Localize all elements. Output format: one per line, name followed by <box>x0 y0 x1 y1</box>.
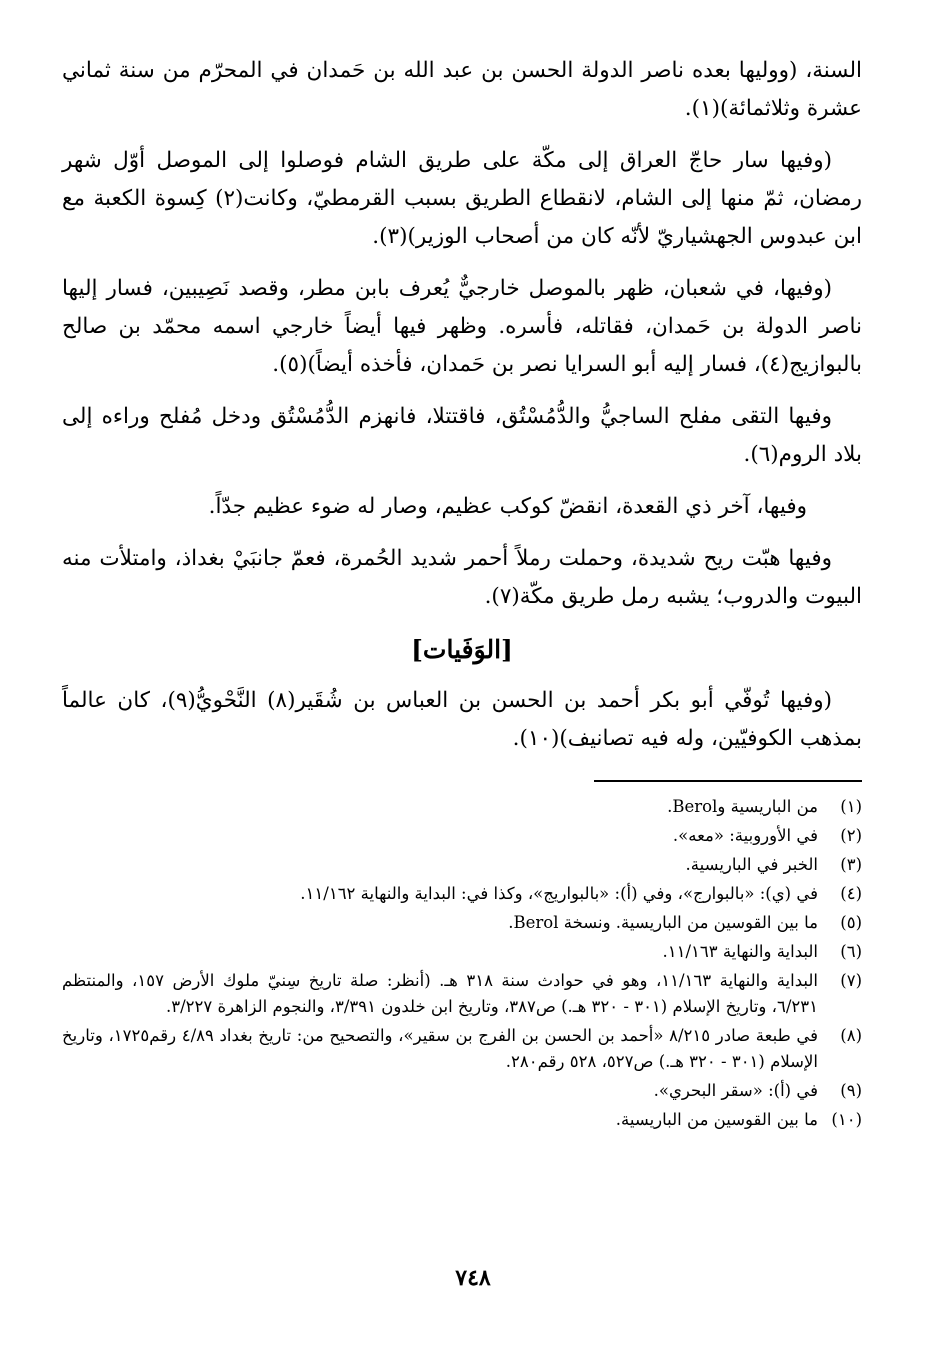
footnote-number: (١) <box>840 797 862 816</box>
footnote-item <box>62 881 862 907</box>
footnote-item <box>62 939 862 965</box>
paragraph-3: (وفيها، في شعبان، ظهر بالموصل خارجيٌّ يُعرف بابن مطر، وقصد نَصِيبين، فسار إليها ناصر الدولة بن حَمدان، فقاتله، فأسره. وظهر فيها أيضاً خارجي اسمه محمّد بن صالح بالبوازيج(٤)، فسار إليه أبو السرايا نصر بن حَمدان، فأخذه أيضاً)(٥). <box>62 276 862 377</box>
footnote-text: ما بين القوسين من الباريسية. ونسخة Berol. <box>508 913 818 932</box>
footnote-text: البداية والنهاية ١١/١٦٣. <box>662 942 818 961</box>
paragraph-5: وفيها، آخر ذي القعدة، انقضّ كوكب عظيم، وصار له ضوء عظيم جدّاً. <box>208 494 807 519</box>
footnote-text: في (أ): «سقر البحري». <box>653 1081 818 1100</box>
footnote-text: في طبعة صادر ٨/٢١٥ «أحمد بن الحسن بن الفرج بن سقير»، والتصحيح من: تاريخ بغداد ٤/٨٩ رقم١٧٢٥، وتاريخ الإسلام (٣٠١ - ٣٢٠ هـ.) ص٥٢٧، ٥٢٨ رقم٢٨٠. <box>62 1026 818 1071</box>
footnotes-list <box>62 794 862 1133</box>
section-heading-wafayat: [الوَفَيات] <box>411 635 513 664</box>
footnote-number: (٧) <box>840 971 862 990</box>
footnote-number: (٨) <box>840 1026 862 1045</box>
page-body <box>62 52 862 1136</box>
footnote-item <box>62 968 862 1020</box>
footnote-item <box>62 1023 862 1075</box>
footnote-number: (٤) <box>840 884 862 903</box>
paragraph-2: (وفيها سار حاجّ العراق إلى مكّة على طريق الشام فوصلوا إلى الموصل أوّل شهر رمضان، ثمّ منها إلى الشام، لانقطاع الطريق بسبب القرمطيّ، وكانت(٢) كِسوة الكعبة مع ابن عبدوس الجهشياريّ لأنّه كان من أصحاب الوزير)(٣). <box>62 148 863 249</box>
footnote-text: الخبر في الباريسية. <box>685 855 818 874</box>
footnote-text: من الباريسية وBerol. <box>667 797 818 816</box>
footnote-item <box>62 1107 862 1133</box>
footnote-number: (١٠) <box>831 1110 862 1129</box>
footnote-item <box>62 910 862 936</box>
footnote-divider <box>594 780 862 782</box>
footnote-number: (٣) <box>840 855 862 874</box>
paragraph-4: وفيها التقى مفلح الساجيُّ والدُّمُسْتُق، فاقتتلا، فانهزم الدُّمُسْتُق ودخل مُفلح وراءه إلى بلاد الروم(٦). <box>62 404 862 467</box>
footnote-item <box>62 1078 862 1104</box>
footnote-text: ما بين القوسين من الباريسية. <box>615 1110 818 1129</box>
footnote-number: (٩) <box>840 1081 862 1100</box>
footnote-text: في الأوروبية: «معه». <box>672 826 818 845</box>
footnote-item <box>62 794 862 820</box>
footnote-item <box>62 823 862 849</box>
paragraph-1: السنة، (ووليها بعده ناصر الدولة الحسن بن عبد الله بن حَمدان في المحرّم من سنة ثماني عشرة وثلاثمائة)(١). <box>62 58 862 121</box>
paragraph-6: وفيها هبّت ريح شديدة، وحملت رملاً أحمر شديد الحُمرة، فعمّ جانبَيْ بغداذ، وامتلأت منه البيوت والدروب؛ يشبه رمل طريق مكّة(٧). <box>62 546 862 609</box>
footnote-text: البداية والنهاية ١١/١٦٣، وهو في حوادث سنة ٣١٨ هـ. (أنظر: صلة تاريخ سِنيّ ملوك الأرض ١٥٧، والمنتظم ٦/٢٣١، وتاريخ الإسلام (٣٠١ - ٣٢٠ هـ.) ص٣٨٧، وتاريخ ابن خلدون ٣/٣٩١، والنجوم الزاهرة ٣/٢٢٧. <box>62 971 818 1016</box>
footnote-number: (٦) <box>840 942 862 961</box>
footnote-text: في (ي): «بالبوارج»، وفي (أ): «بالبواريج»، وكذا في: البداية والنهاية ١١/١٦٢. <box>300 884 818 903</box>
footnote-item <box>62 852 862 878</box>
footnote-number: (٥) <box>840 913 862 932</box>
paragraph-wafayat: (وفيها تُوفّي أبو بكر أحمد بن الحسن بن العباس بن شُقَير(٨) النَّحْويُّ(٩)، كان عالماً بمذهب الكوفيّين، وله فيه تصانيف)(١٠). <box>62 688 862 751</box>
page-number: ٧٤٨ <box>455 1265 491 1291</box>
footnote-number: (٢) <box>840 826 862 845</box>
